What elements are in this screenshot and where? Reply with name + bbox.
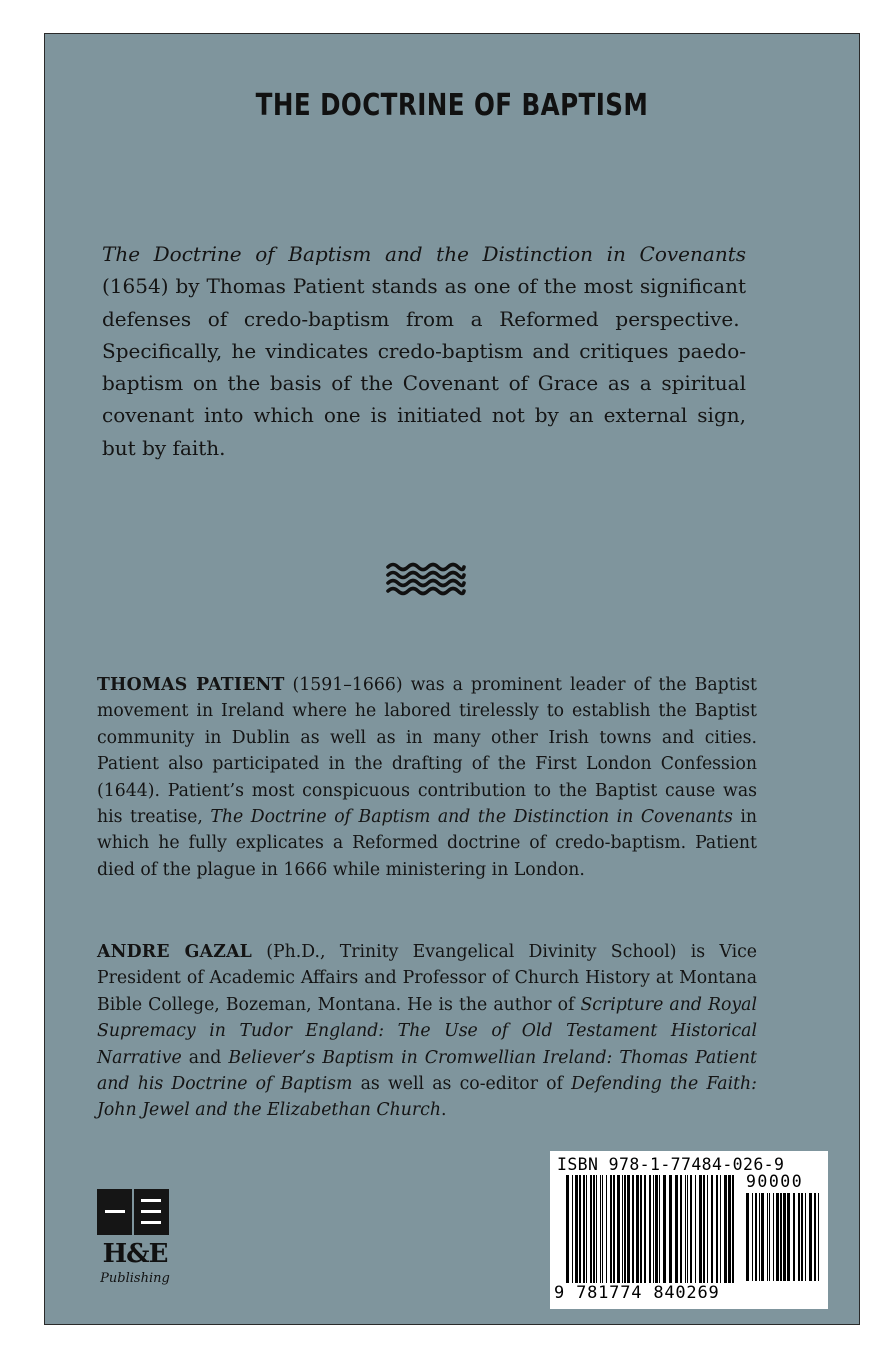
publisher-sub: Publishing	[100, 1271, 170, 1286]
blurb-book-title: The Doctrine of Baptism and the Distinction in Covenants	[102, 242, 746, 266]
publisher-logo	[91, 1189, 181, 1299]
editor-name: ANDRE GAZAL	[97, 942, 253, 962]
back-cover	[44, 33, 860, 1325]
bio-text: (1591–1666) was a prominent leader of the Baptist movement in Ireland where he labored tirelessly to establish the Baptist community in Dublin as well as in many other Irish towns and cities. Patient also participated in the drafting of the First London Confession (1644). Patient’s most conspicuous contribution to the Baptist cause was his treatise,	[97, 675, 757, 828]
barcode-bars-icon	[566, 1175, 736, 1283]
editor-bio-gazal	[97, 939, 757, 1124]
bio-text: in which he fully explicates a Reformed doctrine of credo-baptism. Patient died of the plague in 1666 while ministering in London.	[97, 807, 757, 880]
bio-text: as well as co-editor of	[352, 1074, 572, 1095]
bio-text: (Ph.D., Trinity Evangelical Divinity School) is Vice President of Academic Affairs and Professor of Church History at Montana Bible College, Bozeman, Montana. He is the author of	[97, 942, 758, 1015]
author-bio-patient	[97, 672, 757, 883]
isbn-barcode	[550, 1151, 828, 1309]
publisher-name: H&E	[102, 1239, 168, 1269]
author-name: THOMAS PATIENT	[97, 675, 285, 695]
bio-text: .	[440, 1100, 447, 1121]
book-blurb	[102, 238, 746, 464]
book-title: Believer’s Baptism in Cromwellian Ireland: Thomas Patient and his Doctrine of Baptism	[97, 1047, 757, 1095]
book-title: The Doctrine of Baptism and the Distinction in Covenants	[210, 807, 733, 828]
book-title: Defending the Faith: John Jewel and the Elizabethan Church	[97, 1074, 757, 1121]
barcode-addon-bars-icon	[746, 1193, 822, 1281]
waves-icon	[386, 560, 466, 598]
isbn-label: ISBN 978-1-77484-026-9	[557, 1155, 785, 1174]
logo-mark-icon	[97, 1189, 169, 1235]
ean-digits: 9 781774 840269	[554, 1283, 720, 1303]
bio-text: and	[181, 1047, 229, 1068]
cover-title: THE DOCTRINE OF BAPTISM	[255, 88, 649, 123]
book-title: Scripture and Royal Supremacy in Tudor England: The Use of Old Testament Historical Narrative	[97, 994, 757, 1068]
price-code: 90000	[746, 1172, 804, 1191]
blurb-text: (1654) by Thomas Patient stands as one of the most significant defenses of credo-baptism from a Reformed perspective. Specifically, he vindicates credo-baptism and critiques paedo-baptism on the basis of the Covenant of Grace as a spiritual covenant into which one is initiated not by an external sign, but by faith.	[102, 274, 746, 460]
